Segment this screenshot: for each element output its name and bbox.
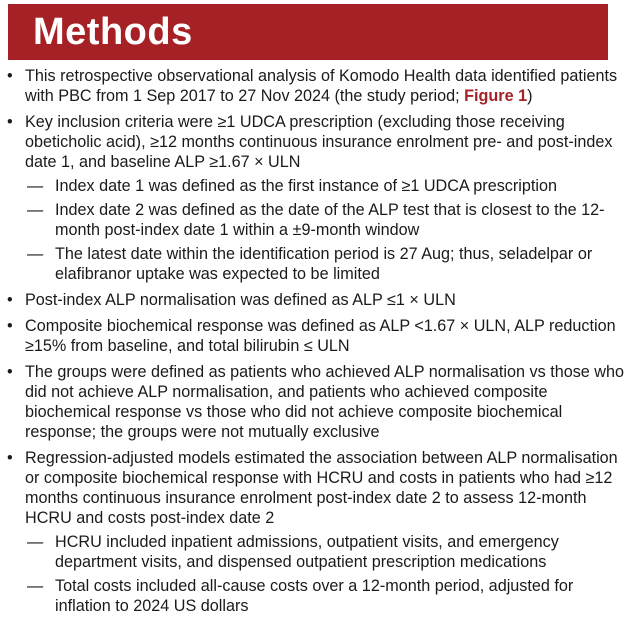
subbullet-total-costs: — Total costs included all-cause costs over a 12-month period, adjusted for inflation to 2024 US dollars: [0, 576, 624, 616]
subbullet-index-date-2: — Index date 2 was defined as the date of the ALP test that is closest to the 12-month post-index date 1 within a ±9-month window: [0, 200, 624, 240]
methods-list: [0, 66, 624, 616]
figure-1-link[interactable]: Figure 1: [464, 87, 528, 105]
bullet-inclusion-criteria: • Key inclusion criteria were ≥1 UDCA prescription (excluding those receiving obeticholic acid), ≥12 months continuous insurance enrolment pre- and post-index date 1, and baseline ALP ≥1.67 × ULN: [0, 112, 624, 172]
subbullet-latest-date: — The latest date within the identification period is 27 Aug; thus, seladelpar or elafibranor uptake was expected to be limited: [0, 244, 624, 284]
section-title: Methods: [33, 11, 193, 53]
bullet-composite-response: • Composite biochemical response was defined as ALP <1.67 × ULN, ALP reduction ≥15% from baseline, and total bilirubin ≤ ULN: [0, 316, 624, 356]
bullet-study-design: [0, 66, 624, 106]
subbullet-hcru: — HCRU included inpatient admissions, outpatient visits, and emergency department visits, and dispensed outpatient prescription medications: [0, 532, 624, 572]
bullet-regression-models: • Regression-adjusted models estimated the association between ALP normalisation or composite biochemical response with HCRU and costs in patients who had ≥12 months continuous insurance enrolment post-index date 2 to assess 12-month HCRU and costs post-index date 2: [0, 448, 624, 528]
section-header-banner: [8, 4, 608, 60]
bullet-groups: • The groups were defined as patients who achieved ALP normalisation vs those who did not achieve ALP normalisation, and patients who achieved composite biochemical response vs those who did not achieve composite biochemical response; the groups were not mutually exclusive: [0, 362, 624, 442]
bullet-alp-normalisation: • Post-index ALP normalisation was defined as ALP ≤1 × ULN: [0, 290, 624, 310]
bullet-text-end: ): [527, 87, 533, 105]
subbullet-index-date-1: — Index date 1 was defined as the first instance of ≥1 UDCA prescription: [0, 176, 624, 196]
bullet-text: This retrospective observational analysis of Komodo Health data identified patients with PBC from 1 Sep 2017 to 27 Nov 2024 (the study period;: [25, 67, 618, 105]
